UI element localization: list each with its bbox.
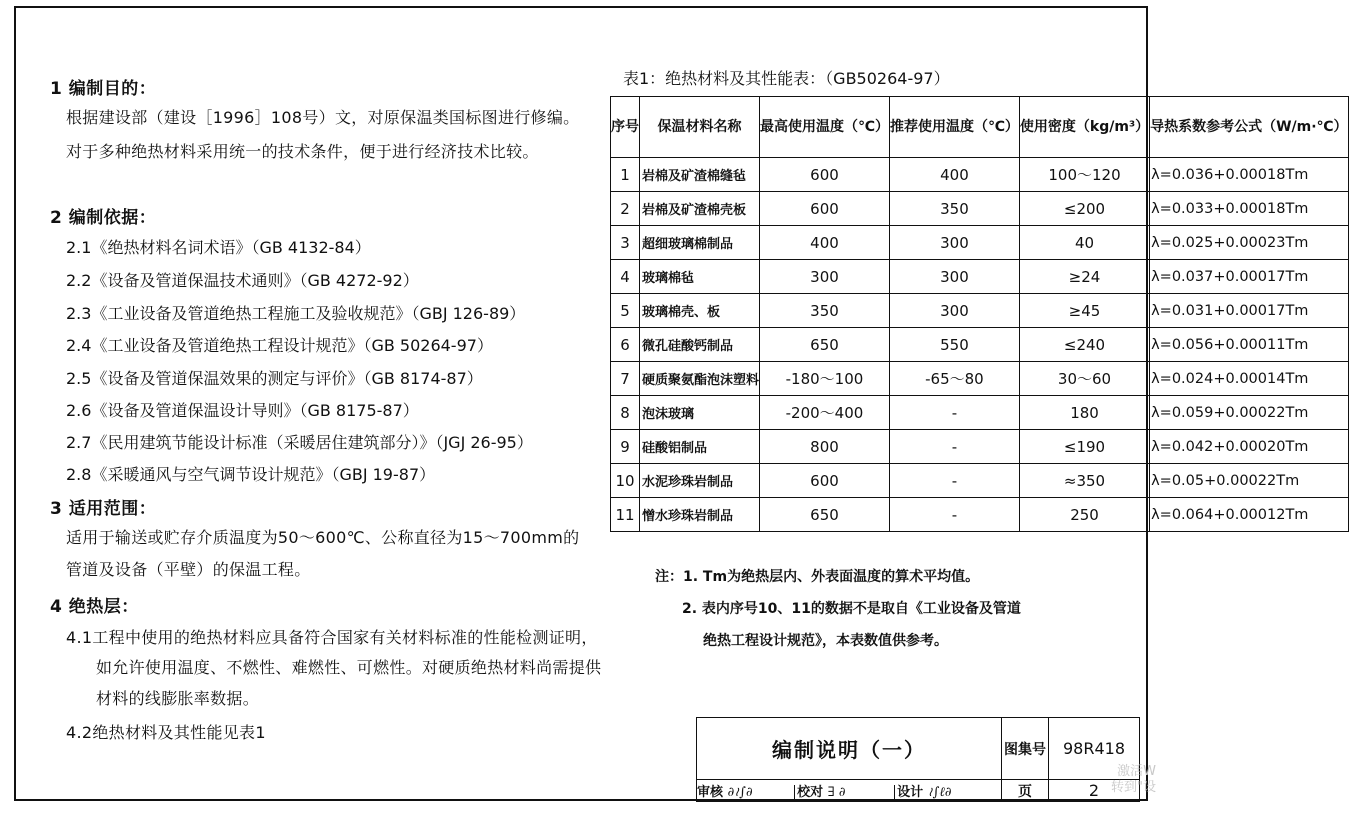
cell-density: 30～60 [1019, 362, 1149, 396]
section-1-line: 对于多种绝热材料采用统一的技术条件，便于进行经济技术比较。 [66, 142, 539, 161]
cell-max-temp: 600 [760, 192, 890, 226]
cell-density: ≈350 [1019, 464, 1149, 498]
table-row [611, 226, 1349, 260]
cell-material-name: 硬质聚氨酯泡沫塑料 [640, 362, 760, 396]
cell-rec-temp: -65～80 [889, 362, 1019, 396]
reference-item: 2.8《采暖通风与空气调节设计规范》（GBJ 19-87） [66, 465, 436, 484]
cell-material-name: 岩棉及矿渣棉壳板 [640, 192, 760, 226]
reference-item: 2.4《工业设备及管道绝热工程设计规范》（GB 50264-97） [66, 336, 493, 355]
title-block [696, 717, 1140, 802]
section-4-line: 4.2绝热材料及其性能见表1 [66, 723, 266, 742]
cell-density: 100～120 [1019, 158, 1149, 192]
review-signature: ∂≀∫∂ [727, 785, 753, 800]
atlas-number: 98R418 [1049, 718, 1140, 780]
cell-rec-temp: - [889, 464, 1019, 498]
section-4-line: 如允许使用温度、不燃性、难燃性、可燃性。对硬质绝热材料尚需提供 [96, 658, 602, 677]
cell-row-no: 4 [611, 260, 640, 294]
col-header-density: 使用密度（kg/m³） [1019, 97, 1149, 158]
col-header-rec-temp: 推荐使用温度（℃） [889, 97, 1019, 158]
page-label: 页 [1002, 780, 1049, 802]
section-4-line: 4.1工程中使用的绝热材料应具备符合国家有关材料标准的性能检测证明， [66, 628, 598, 647]
reference-item: 2.6《设备及管道保温设计导则》（GB 8175-87） [66, 401, 419, 420]
cell-material-name: 泡沫玻璃 [640, 396, 760, 430]
table-row [611, 396, 1349, 430]
cell-material-name: 玻璃棉毡 [640, 260, 760, 294]
cell-row-no: 10 [611, 464, 640, 498]
cell-row-no: 6 [611, 328, 640, 362]
cell-row-no: 9 [611, 430, 640, 464]
cell-max-temp: -200～400 [760, 396, 890, 430]
cell-max-temp: 600 [760, 464, 890, 498]
cell-density: ≤190 [1019, 430, 1149, 464]
cell-max-temp: 650 [760, 328, 890, 362]
cell-formula: λ=0.05+0.00022Tm [1150, 464, 1348, 498]
section-3-line: 适用于输送或贮存介质温度为50～600℃、公称直径为15～700mm的 [66, 528, 580, 547]
reference-item: 2.2《设备及管道保温技术通则》（GB 4272-92） [66, 271, 419, 290]
table-row [611, 430, 1349, 464]
section-1-line: 根据建设部（建设［1996］108号）文，对原保温类国标图进行修编。 [66, 108, 580, 127]
table-row [611, 498, 1349, 532]
cell-rec-temp: 300 [889, 260, 1019, 294]
note-line: 注：1. Tm为绝热层内、外表面温度的算术平均值。 [655, 569, 980, 585]
cell-rec-temp: 300 [889, 226, 1019, 260]
cell-max-temp: 350 [760, 294, 890, 328]
cell-max-temp: 600 [760, 158, 890, 192]
reference-item: 2.3《工业设备及管道绝热工程施工及验收规范》（GBJ 126-89） [66, 304, 526, 323]
cell-material-name: 超细玻璃棉制品 [640, 226, 760, 260]
cell-formula: λ=0.037+0.00017Tm [1150, 260, 1348, 294]
table-header-row [611, 97, 1349, 158]
cell-formula: λ=0.064+0.00012Tm [1150, 498, 1348, 532]
cell-material-name: 玻璃棉壳、板 [640, 294, 760, 328]
section-2-title: 2 编制依据： [50, 208, 157, 228]
reference-item: 2.7《民用建筑节能设计标准（采暖居住建筑部分）》（JGJ 26-95） [66, 433, 533, 452]
cell-formula: λ=0.042+0.00020Tm [1150, 430, 1348, 464]
cell-row-no: 5 [611, 294, 640, 328]
materials-table [610, 96, 1349, 532]
cell-row-no: 2 [611, 192, 640, 226]
table-row [611, 328, 1349, 362]
cell-density: ≥45 [1019, 294, 1149, 328]
reference-item: 2.5《设备及管道保温效果的测定与评价》（GB 8174-87） [66, 369, 483, 388]
cell-formula: λ=0.033+0.00018Tm [1150, 192, 1348, 226]
cell-formula: λ=0.059+0.00022Tm [1150, 396, 1348, 430]
cell-density: 40 [1019, 226, 1149, 260]
section-4-line: 材料的线膨胀率数据。 [96, 689, 260, 708]
cell-material-name: 水泥珍珠岩制品 [640, 464, 760, 498]
table-title: 表1：绝热材料及其性能表：（GB50264-97） [623, 69, 950, 88]
note-line: 2. 表内序号10、11的数据不是取自《工业设备及管道 [682, 601, 1021, 617]
cell-rec-temp: - [889, 498, 1019, 532]
cell-material-name: 憎水珍珠岩制品 [640, 498, 760, 532]
col-header-max-temp: 最高使用温度（℃） [760, 97, 890, 158]
check-label: 校对 [794, 785, 823, 800]
signature-row [697, 780, 1002, 802]
cell-max-temp: 800 [760, 430, 890, 464]
cell-row-no: 3 [611, 226, 640, 260]
table-row [611, 158, 1349, 192]
cell-density: 180 [1019, 396, 1149, 430]
check-signature: ∃ ∂ [827, 785, 846, 800]
cell-row-no: 11 [611, 498, 640, 532]
cell-max-temp: -180～100 [760, 362, 890, 396]
cell-density: ≥24 [1019, 260, 1149, 294]
section-3-title: 3 适用范围： [50, 499, 157, 519]
review-label: 审核 [697, 785, 724, 800]
cell-material-name: 微孔硅酸钙制品 [640, 328, 760, 362]
cell-rec-temp: 550 [889, 328, 1019, 362]
table-row [611, 362, 1349, 396]
cell-rec-temp: - [889, 396, 1019, 430]
cell-material-name: 硅酸铝制品 [640, 430, 760, 464]
col-header-no: 序号 [611, 97, 640, 158]
cell-max-temp: 300 [760, 260, 890, 294]
table-row [611, 192, 1349, 226]
cell-rec-temp: 400 [889, 158, 1019, 192]
table-row [611, 294, 1349, 328]
cell-formula: λ=0.036+0.00018Tm [1150, 158, 1348, 192]
page-number: 2 [1049, 780, 1140, 802]
col-header-formula: 导热系数参考公式（W/m·℃） [1150, 97, 1348, 158]
cell-max-temp: 650 [760, 498, 890, 532]
cell-row-no: 7 [611, 362, 640, 396]
section-3-line: 管道及设备（平壁）的保温工程。 [66, 560, 311, 579]
watermark: 激活W 转到"设 [1111, 764, 1156, 795]
cell-rec-temp: 350 [889, 192, 1019, 226]
cell-density: ≤200 [1019, 192, 1149, 226]
cell-material-name: 岩棉及矿渣棉缝毡 [640, 158, 760, 192]
section-1-title: 1 编制目的： [50, 79, 157, 99]
cell-formula: λ=0.024+0.00014Tm [1150, 362, 1348, 396]
section-4-title: 4 绝热层： [50, 597, 139, 617]
cell-rec-temp: 300 [889, 294, 1019, 328]
cell-formula: λ=0.025+0.00023Tm [1150, 226, 1348, 260]
note-line: 绝热工程设计规范》，本表数值供参考。 [703, 633, 948, 649]
drawing-title: 编制说明（一） [697, 718, 1002, 780]
cell-formula: λ=0.031+0.00017Tm [1150, 294, 1348, 328]
cell-density: ≤240 [1019, 328, 1149, 362]
design-signature: ≀∫ℓ∂ [927, 785, 952, 800]
cell-formula: λ=0.056+0.00011Tm [1150, 328, 1348, 362]
cell-row-no: 8 [611, 396, 640, 430]
table-row [611, 260, 1349, 294]
cell-max-temp: 400 [760, 226, 890, 260]
design-label: 设计 [894, 785, 923, 800]
atlas-label: 图集号 [1002, 718, 1049, 780]
table-row [611, 464, 1349, 498]
cell-row-no: 1 [611, 158, 640, 192]
col-header-material: 保温材料名称 [640, 97, 760, 158]
cell-density: 250 [1019, 498, 1149, 532]
reference-item: 2.1《绝热材料名词术语》（GB 4132-84） [66, 238, 371, 257]
cell-rec-temp: - [889, 430, 1019, 464]
